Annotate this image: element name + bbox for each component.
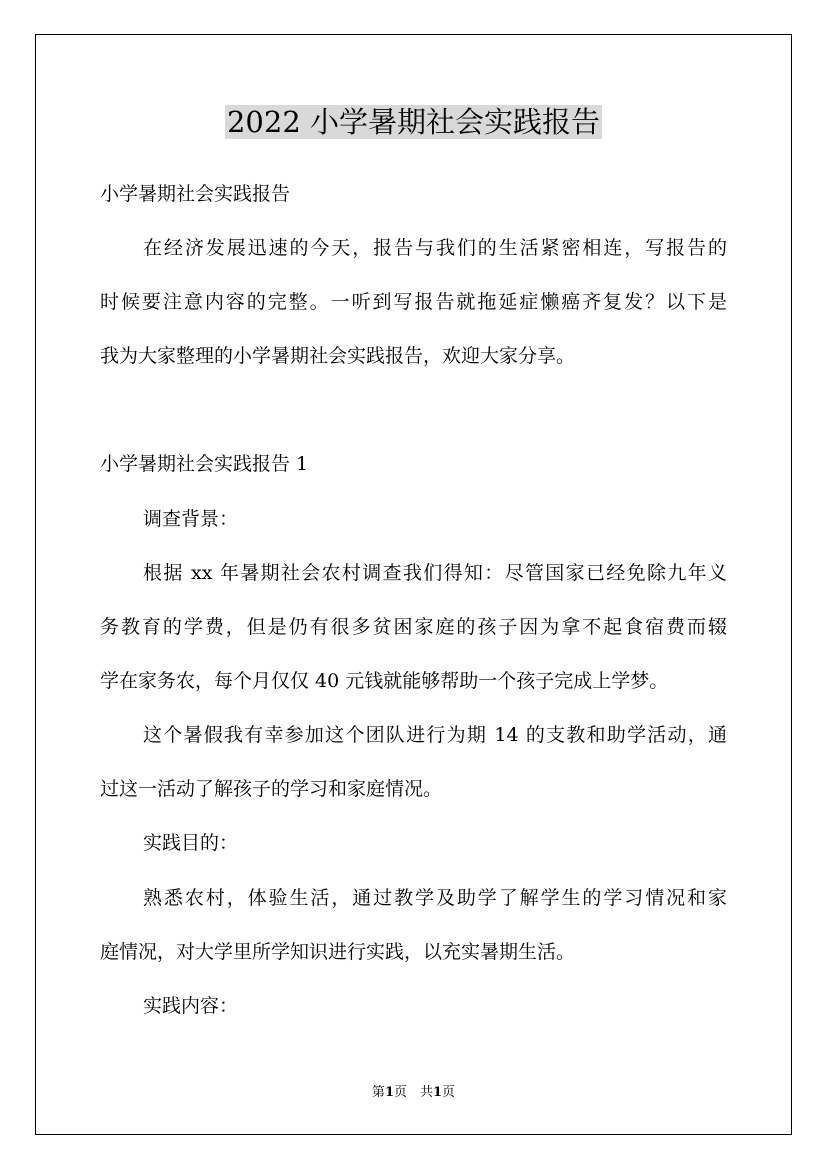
purpose-label: 实践目的： [143,832,239,854]
activity-line-1: 这个暑假我有幸参加这个团队进行为期 14 的支教和助学活动，通 [143,724,727,746]
document-title-text: 2022 小学暑期社会实践报告 [226,105,601,139]
page-footer [0,1083,827,1103]
activity-line-2: 过这一活动了解孩子的学习和家庭情况。 [100,778,443,800]
footer-page-suffix: 页 [442,1085,456,1100]
footer-page-mid: 页 共 [393,1085,433,1100]
intro-line-2: 时候要注意内容的完整。一听到写报告就拖延症懒癌齐复发？以下是 [100,291,727,313]
purpose-line-2: 庭情况，对大学里所学知识进行实践，以充实暑期生活。 [100,941,576,963]
document-title [0,100,827,144]
footer-page-current: 1 [384,1085,394,1100]
footer-page-prefix: 第 [371,1085,385,1100]
intro-line-3: 我为大家整理的小学暑期社会实践报告，欢迎大家分享。 [100,345,576,367]
document-subtitle: 小学暑期社会实践报告 [100,183,291,205]
purpose-line-1: 熟悉农村，体验生活，通过教学及助学了解学生的学习情况和家 [143,887,727,909]
background-line-2: 务教育的学费，但是仍有很多贫困家庭的孩子因为拿不起食宿费而辍 [100,616,727,638]
intro-line-1: 在经济发展迅速的今天，报告与我们的生活紧密相连，写报告的 [143,237,727,259]
content-label: 实践内容： [143,995,239,1017]
background-label: 调查背景： [143,508,239,530]
background-line-1: 根据 xx 年暑期社会农村调查我们得知：尽管国家已经免除九年义 [143,562,727,584]
background-line-3: 学在家务农，每个月仅仅 40 元钱就能够帮助一个孩子完成上学梦。 [100,670,669,692]
section-heading: 小学暑期社会实践报告 1 [100,453,309,475]
footer-page-total: 1 [433,1085,443,1100]
